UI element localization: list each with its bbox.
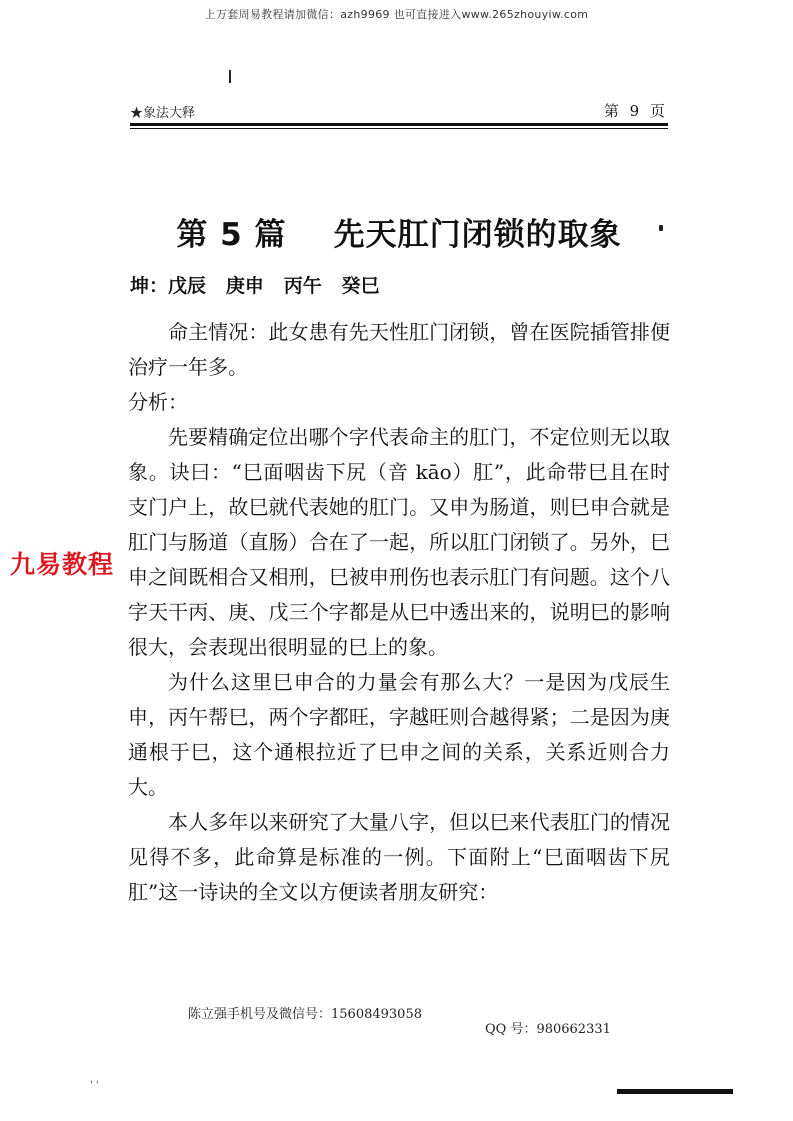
footer-wechat: 陈立强手机号及微信号：15608493058 (188, 1007, 422, 1022)
bottom-rule (617, 1089, 733, 1094)
footer-contact (130, 988, 668, 1037)
side-watermark: 九易教程 (8, 545, 116, 581)
page-number: 第 9 页 (603, 102, 668, 120)
top-watermark: 上万套周易教程请加微信：azh9969 也可直接进入www.265zhouyiw.com (204, 8, 589, 21)
bazi-chart-line: 坤：戊辰 庚申 丙午 癸巳 (130, 275, 380, 297)
running-header (130, 100, 668, 122)
header-rule (130, 123, 668, 126)
chapter-title: 第 5 篇 先天肛门闭锁的取象 (176, 216, 622, 253)
paragraph-case: 命主情况：此女患有先天性肛门闭锁，曾在医院插管排便治疗一年多。 (128, 320, 670, 379)
scan-marks: ' ' (90, 1080, 99, 1091)
paragraph-analysis: 先要精确定位出哪个字代表命主的肛门，不定位则无以取象。诀曰：“巳面咽齿下尻（音 kāo）肛”，此命带巳且在时支门户上，故巳就代表她的肛门。又申为肠道，则巳申合就是肛门与肠道（直肠）合在了一起，所以肛门闭锁了。另外，巳申之间既相合又相刑，巳被申刑伤也表示肛门有问题。这个八字天干丙、庚、戊三个字都是从巳中透出来的，说明巳的影响很大，会表现出很明显的巳上的象。 (128, 425, 670, 659)
paragraph-conclusion: 本人多年以来研究了大量八字，但以巳来代表肛门的情况见得不多，此命算是标准的一例。下面附上“巳面咽齿下尻肛”这一诗诀的全文以方便读者朋友研究： (128, 810, 670, 904)
paragraph-analysis-label: 分析： (128, 390, 188, 414)
header-rule-thin (130, 128, 668, 129)
footer-qq: QQ 号：980662331 (485, 1022, 611, 1037)
paragraph-reason: 为什么这里巳申合的力量会有那么大？一是因为戊辰生申，丙午帮巳，两个字都旺，字越旺则合越得紧；二是因为庚通根于巳，这个通根拉近了巳申之间的关系，关系近则合力大。 (128, 670, 670, 799)
scan-stray-mark (229, 70, 231, 83)
body-text (128, 315, 670, 910)
book-title: ★‍象法大释 (130, 106, 196, 121)
scan-dot-mark (659, 225, 663, 231)
